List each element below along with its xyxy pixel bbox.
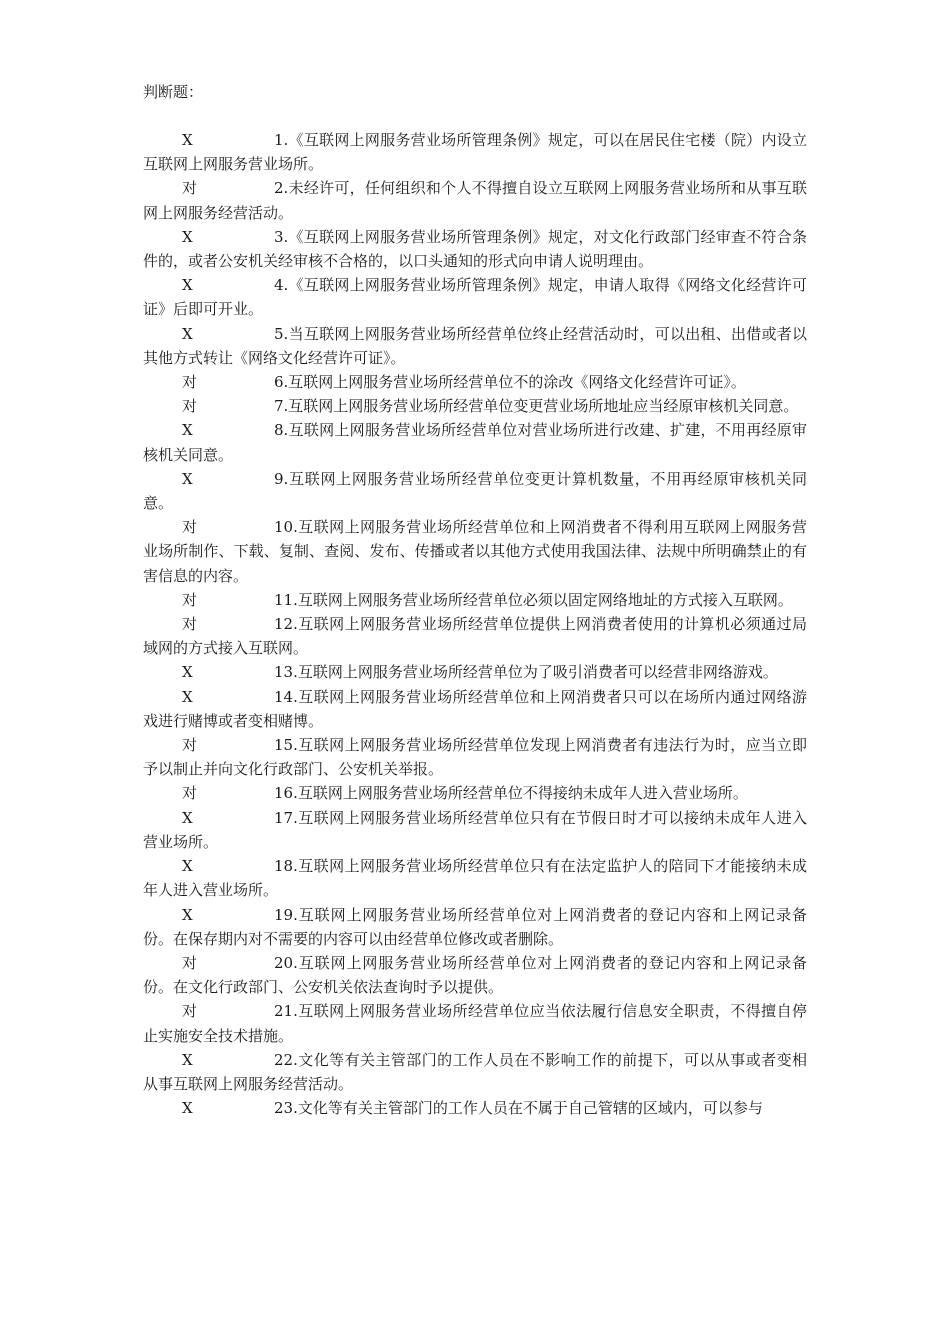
question-item xyxy=(143,225,807,273)
question-text: 16.互联网上网服务营业场所经营单位不得接纳未成年人进入营业场所。 xyxy=(274,784,748,803)
question-item xyxy=(143,685,807,733)
question-text: 12.互联网上网服务营业场所经营单位提供上网消费者使用的计算机必须通过局域网的方式接入互联网。 xyxy=(143,615,807,658)
question-item xyxy=(143,854,807,902)
answer-mark: X xyxy=(182,905,193,924)
answer-mark: 对 xyxy=(182,615,198,634)
question-item xyxy=(143,733,807,781)
answer-mark: X xyxy=(182,276,193,295)
question-item xyxy=(143,588,807,612)
question-item xyxy=(143,394,807,418)
question-text: 4.《互联网上网服务营业场所管理条例》规定，申请人取得《网络文化经营许可证》后即可开业。 xyxy=(143,276,807,319)
question-text: 7.互联网上网服务营业场所经营单位变更营业场所地址应当经原审核机关同意。 xyxy=(274,397,799,416)
question-item xyxy=(143,903,807,951)
question-text: 21.互联网上网服务营业场所经营单位应当依法履行信息安全职责，不得擅自停止实施安全技术措施。 xyxy=(143,1002,807,1045)
question-text: 23.文化等有关主管部门的工作人员在不属于自己管辖的区域内，可以参与 xyxy=(274,1099,763,1118)
answer-mark: 对 xyxy=(182,784,198,803)
question-text: 5.当互联网上网服务营业场所经营单位终止经营活动时，可以出租、出借或者以其他方式转让《网络文化经营许可证》。 xyxy=(143,324,807,367)
question-text: 15.互联网上网服务营业场所经营单位发现上网消费者有违法行为时，应当立即予以制止并向文化行政部门、公安机关举报。 xyxy=(143,736,807,779)
question-item xyxy=(143,515,807,588)
question-item xyxy=(143,418,807,466)
answer-mark: 对 xyxy=(182,397,198,416)
question-text: 10.互联网上网服务营业场所经营单位和上网消费者不得利用互联网上网服务营业场所制作、下载、复制、查阅、发布、传播或者以其他方式使用我国法律、法规中所明确禁止的有害信息的内容。 xyxy=(143,518,807,585)
answer-mark: X xyxy=(182,324,193,343)
question-text: 13.互联网上网服务营业场所经营单位为了吸引消费者可以经营非网络游戏。 xyxy=(274,663,778,682)
question-text: 6.互联网上网服务营业场所经营单位不的涂改《网络文化经营许可证》。 xyxy=(274,373,746,392)
answer-mark: 对 xyxy=(182,373,198,392)
question-text: 1.《互联网上网服务营业场所管理条例》规定，可以在居民住宅楼（院）内设立互联网上网服务营业场所。 xyxy=(143,131,807,174)
question-item xyxy=(143,806,807,854)
answer-mark: X xyxy=(182,857,193,876)
question-item xyxy=(143,370,807,394)
answer-mark: X xyxy=(182,687,193,706)
answer-mark: X xyxy=(182,808,193,827)
question-list xyxy=(143,128,807,1120)
question-item xyxy=(143,951,807,999)
question-text: 3.《互联网上网服务营业场所管理条例》规定，对文化行政部门经审查不符合条件的，或者公安机关经审核不合格的，以口头通知的形式向申请人说明理由。 xyxy=(143,227,807,271)
answer-mark: 对 xyxy=(182,590,198,609)
question-item xyxy=(143,999,807,1047)
section-heading: 判断题： xyxy=(143,83,204,101)
question-text: 20.互联网上网服务营业场所经营单位对上网消费者的登记内容和上网记录备份。在文化行政部门、公安机关依法查询时予以提供。 xyxy=(143,953,807,997)
question-item xyxy=(143,273,807,321)
question-text: 14.互联网上网服务营业场所经营单位和上网消费者只可以在场所内通过网络游戏进行赌博或者变相赌博。 xyxy=(143,687,807,730)
answer-mark: 对 xyxy=(182,179,198,198)
answer-mark: 对 xyxy=(182,736,198,755)
answer-mark: X xyxy=(182,1099,193,1118)
question-item xyxy=(143,176,807,224)
question-text: 17.互联网上网服务营业场所经营单位只有在节假日时才可以接纳未成年人进入营业场所。 xyxy=(143,808,807,851)
question-item xyxy=(143,660,807,684)
answer-mark: X xyxy=(182,421,193,440)
question-text: 11.互联网上网服务营业场所经营单位必须以固定网络地址的方式接入互联网。 xyxy=(274,590,793,609)
question-text: 22.文化等有关主管部门的工作人员在不影响工作的前提下，可以从事或者变相从事互联网上网服务经营活动。 xyxy=(143,1050,807,1093)
question-text: 19.互联网上网服务营业场所经营单位对上网消费者的登记内容和上网记录备份。在保存期内对不需要的内容可以由经营单位修改或者删除。 xyxy=(143,905,807,948)
answer-mark: X xyxy=(182,1050,193,1069)
question-item xyxy=(143,467,807,515)
answer-mark: X xyxy=(182,131,193,149)
answer-mark: X xyxy=(182,469,193,488)
question-item xyxy=(143,1048,807,1096)
question-text: 18.互联网上网服务营业场所经营单位只有在法定监护人的陪同下才能接纳未成年人进入营业场所。 xyxy=(143,857,807,900)
question-text: 2.未经许可，任何组织和个人不得擅自设立互联网上网服务营业场所和从事互联网上网服务经营活动。 xyxy=(143,179,807,222)
question-item xyxy=(143,128,807,176)
question-item xyxy=(143,1096,807,1120)
question-text: 8.互联网上网服务营业场所经营单位对营业场所进行改建、扩建，不用再经原审核机关同意。 xyxy=(143,421,807,464)
answer-mark: 对 xyxy=(182,953,198,972)
answer-mark: 对 xyxy=(182,1002,198,1021)
question-text: 9.互联网上网服务营业场所经营单位变更计算机数量，不用再经原审核机关同意。 xyxy=(143,469,807,513)
question-item xyxy=(143,322,807,370)
answer-mark: 对 xyxy=(182,518,198,537)
answer-mark: X xyxy=(182,227,193,246)
question-item xyxy=(143,612,807,660)
question-item xyxy=(143,781,807,805)
answer-mark: X xyxy=(182,663,193,682)
